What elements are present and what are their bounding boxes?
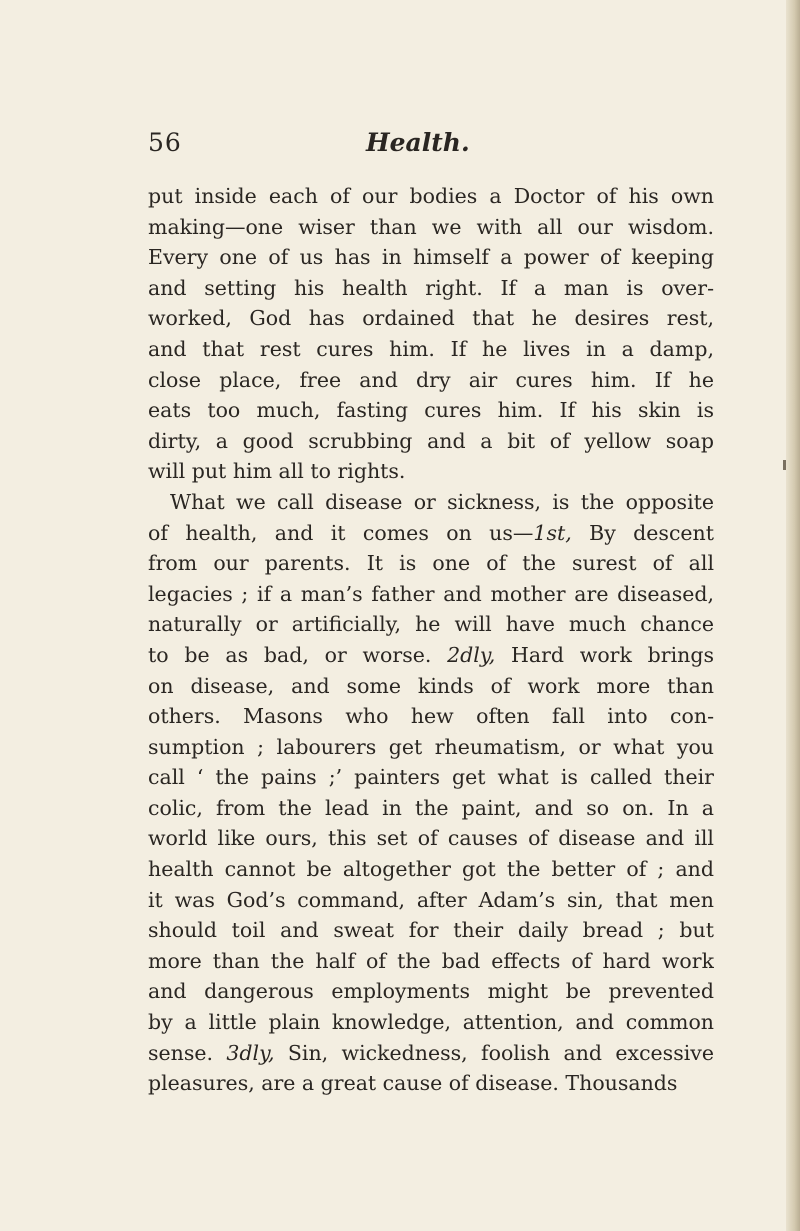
- text-line: naturally or artificially, he will have much chance: [148, 612, 714, 637]
- enumeration-first: 1st,: [533, 520, 572, 545]
- text-line: others. Masons who hew often fall into con-: [148, 704, 714, 729]
- text-line: it was God’s command, after Adam’s sin, that men: [148, 887, 714, 912]
- text-line: close place, free and dry air cures him. If he: [148, 367, 714, 392]
- text-line: colic, from the lead in the paint, and so on. In a: [148, 795, 714, 820]
- text-line: call ‘ the pains ;’ painters get what is called their: [148, 765, 714, 790]
- text-fragment: to be as bad, or worse.: [148, 642, 432, 667]
- text-fragment: of health, and it comes on us—: [148, 520, 534, 545]
- text-line: worked, God has ordained that he desires rest,: [148, 306, 714, 331]
- text-line: Every one of us has in himself a power of keeping: [148, 245, 714, 270]
- text-line: on disease, and some kinds of work more than: [148, 673, 714, 698]
- text-line: legacies ; if a man’s father and mother are diseased,: [148, 581, 714, 606]
- text-line: will put him all to rights.: [148, 459, 406, 484]
- running-title: Health.: [366, 128, 470, 157]
- text-line: [148, 1038, 714, 1069]
- text-line: making—one wiser than we with all our wisdom.: [148, 214, 714, 239]
- text-fragment: By descent: [571, 520, 714, 545]
- text-line: eats too much, fasting cures him. If his skin is: [148, 398, 714, 423]
- text-line: [148, 640, 714, 671]
- text-line: should toil and sweat for their daily bread ; but: [148, 918, 714, 943]
- page-number: 56: [148, 128, 182, 157]
- text-line: pleasures, are a great cause of disease. Thousands: [148, 1071, 678, 1096]
- page-header: [148, 128, 708, 168]
- page-edge: [786, 0, 800, 1231]
- text-line: world like ours, this set of causes of disease and ill: [148, 826, 714, 851]
- text-line: from our parents. It is one of the surest of all: [148, 551, 714, 576]
- text-fragment: Hard work brings: [495, 642, 714, 667]
- text-line: and that rest cures him. If he lives in a damp,: [148, 336, 714, 361]
- text-line: [148, 518, 714, 549]
- text-line: by a little plain knowledge, attention, and common: [148, 1010, 714, 1035]
- text-fragment: sense.: [148, 1040, 214, 1065]
- text-line: sumption ; labourers get rheumatism, or what you: [148, 734, 714, 759]
- text-line: and dangerous employments might be prevented: [148, 979, 714, 1004]
- enumeration-third: 3dly,: [226, 1040, 275, 1065]
- text-line: put inside each of our bodies a Doctor of his own: [148, 184, 714, 208]
- text-line: and setting his health right. If a man is over-: [148, 275, 714, 300]
- text-line: health cannot be altogether got the better of ; and: [148, 857, 714, 882]
- margin-mark: [783, 460, 786, 470]
- body-text: [148, 181, 714, 1099]
- text-line: more than the half of the bad effects of hard work: [148, 948, 714, 973]
- paragraph-start-line: What we call disease or sickness, is the opposite: [170, 489, 714, 514]
- enumeration-second: 2dly,: [447, 642, 496, 667]
- text-fragment: Sin, wickedness, foolish and excessive: [274, 1040, 714, 1065]
- text-line: dirty, a good scrubbing and a bit of yellow soap: [148, 428, 714, 453]
